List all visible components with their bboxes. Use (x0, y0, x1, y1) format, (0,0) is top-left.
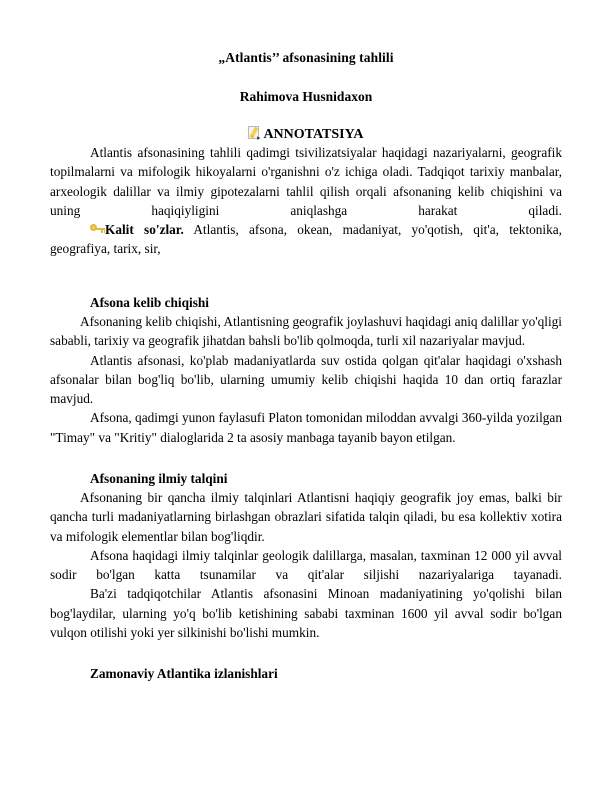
spacer-2 (50, 447, 562, 469)
annotation-heading (50, 126, 562, 143)
section-heading-modern: Zamonaviy Atlantika izlanishlari (90, 666, 278, 682)
section-scientific-paragraph-3: Ba'zi tadqiqotchilar Atlantis afsonasini Minoan madaniyatining yo'qolishi bilan bog'laydilar, ularning yo'q bo'lib ketishining sababi taxminan 1600 yil avval sodir bo'lgan vulqon otilishi yoki yer silkinishi bo'lishi mumkin. (50, 586, 562, 640)
spacer-3 (50, 642, 562, 664)
spacer (50, 259, 562, 293)
keywords-paragraph (50, 220, 562, 259)
keywords-list: Atlantis, afsona, okean, madaniyat, yo'qotish, qit'a, tektonika, geografiya, tarix, sir, (50, 222, 563, 257)
annotation-heading-label: ANNOTATSIYA (263, 127, 364, 143)
memo-icon (248, 126, 263, 140)
section-heading-origin: Afsona kelib chiqishi (90, 294, 209, 310)
page-title: „Atlantis’’ afsonasining tahlili (218, 50, 394, 65)
section-heading-scientific: Afsonaning ilmiy talqini (90, 470, 228, 486)
section-scientific-paragraph-1: Afsonaning bir qancha ilmiy talqinlari Atlantisni haqiqiy geografik joy emas, balki bir qancha turli madaniyatlarning birlashgan obrazlari sifatida talqin qiladi, bu esa kollektiv xotira va mifologik elementlar bilan bog'liqdir. (50, 490, 562, 544)
document-author: Rahimova Husnidaxon (239, 88, 373, 104)
annotation-paragraph: Atlantis afsonasining tahlili qadimgi tsivilizatsiyalar haqidagi nazariyalarni, geografik topilmalarni va mifologik hikoyalarni o'rganishni o'z ichiga oladi. Tadqiqot tarixiy manbalar, arxeologik dalillar va ilmiy gipotezalarni tahlil qilish orqali afsonaning kelib chiqishini va uning haqiqiyligini aniqlashga harakat qiladi. (50, 145, 562, 218)
section-scientific-paragraph-2: Afsona haqidagi ilmiy talqinlar geologik dalillarga, masalan, taxminan 12 000 yil avval sodir bo'lgan katta tsunamilar va qit'alar siljishi nazariyalariga tayanadi. (50, 547, 562, 583)
keywords-label: Kalit so'zlar. (105, 222, 184, 238)
key-icon (90, 222, 105, 236)
section-origin-paragraph-1: Afsonaning kelib chiqishi, Atlantisning geografik joylashuvi haqidagi aniq dalillar yo'qligi sababli, tarixiy va geografik jihatdan bahsli bo'lib qolmoqda, turli xil nazariyalar mavjud. (50, 313, 562, 349)
section-origin-paragraph-2: Atlantis afsonasi, ko'plab madaniyatlarda suv ostida qolgan qit'alar haqidagi o'xshash afsonalar bilan bog'liq bo'lib, ularning umumiy kelib chiqishi haqida 10 dan ortiq farazlar mavjud. (50, 352, 562, 407)
section-origin-paragraph-3: Afsona, qadimgi yunon faylasufi Platon tomonidan miloddan avvalgi 360-yilda yozilgan "Timay" va "Kritiy" dialoglarida 2 ta asosiy manbaga tayanib bayon etilgan. (50, 410, 562, 445)
